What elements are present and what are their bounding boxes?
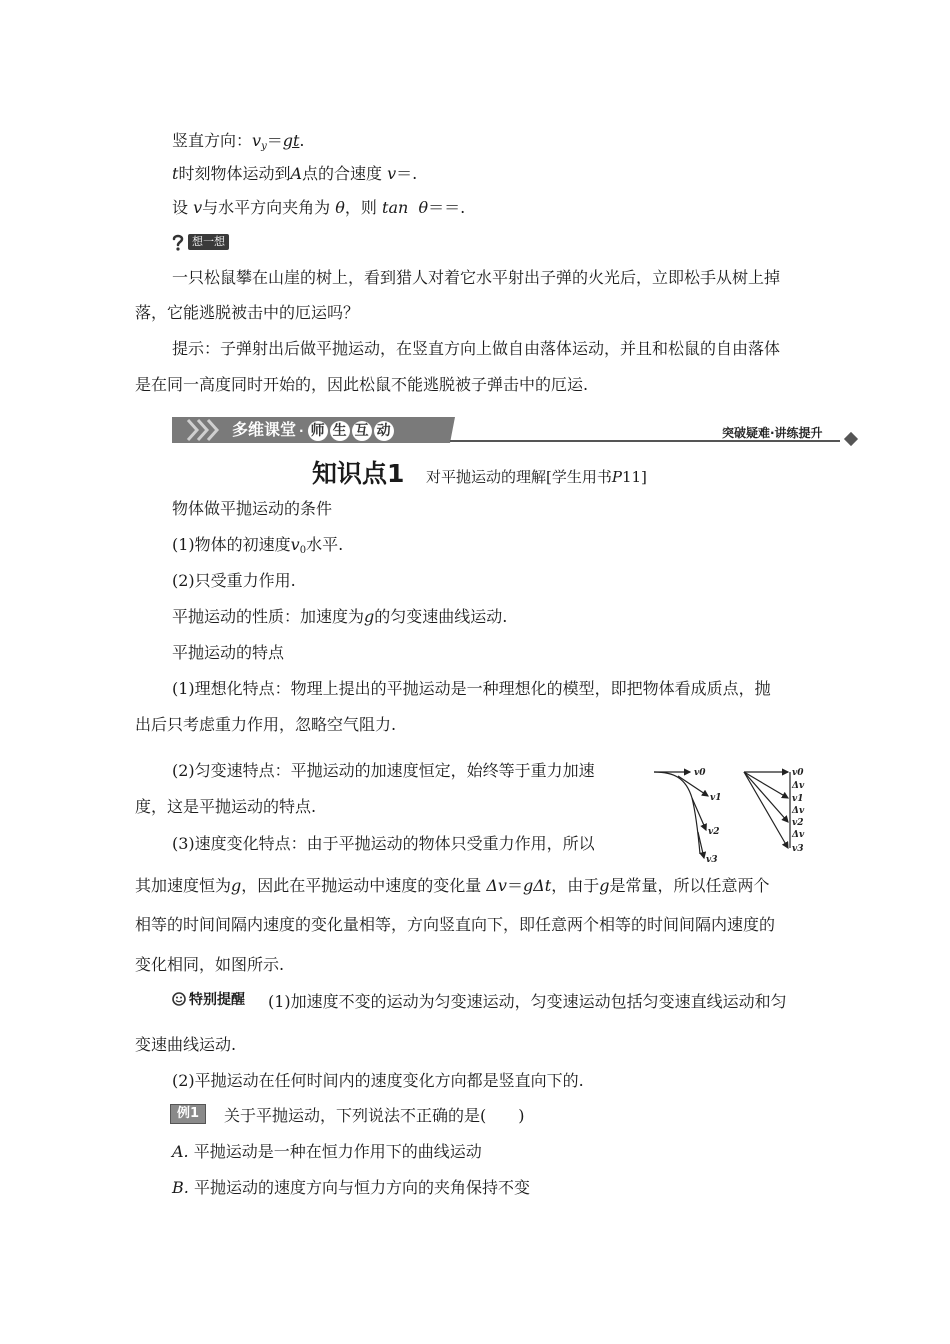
tan: tan — [382, 198, 409, 217]
option-a[interactable] — [172, 1142, 482, 1162]
think-question-line-2: 落，它能逃脱被击中的厄运吗？ — [135, 303, 360, 322]
text: 平抛运动的性质：加速度为 — [172, 607, 365, 626]
banner-rule — [450, 440, 840, 442]
option-text: 平抛运动的速度方向与恒力方向的夹角保持不变 — [193, 1178, 530, 1197]
text: 与水平方向夹角为 — [202, 198, 331, 217]
body-line: 出后只考虑重力作用，忽略空气阻力. — [135, 715, 397, 734]
subscript: 0 — [299, 545, 307, 556]
symbol-theta: θ — [418, 198, 429, 217]
example-question: 关于平抛运动，下列说法不正确的是( ) — [224, 1106, 525, 1125]
resultant-velocity-line — [172, 164, 417, 184]
text: ＝. — [396, 164, 418, 183]
fig-label: v2 — [792, 818, 804, 828]
fig-label: v1 — [792, 794, 804, 804]
think-hint-line-2: 是在同一高度同时开始的，因此松鼠不能逃脱被子弹击中的厄运. — [135, 375, 589, 394]
think-tag — [170, 233, 229, 251]
banner-subtitle: 突破疑难·讲练提升 — [722, 426, 823, 440]
body-line: 物体做平抛运动的条件 — [172, 499, 333, 518]
body-line: 变化相同，如图所示. — [135, 955, 285, 974]
body-line — [135, 876, 770, 896]
fig-label: v0 — [694, 768, 706, 778]
note-line: 变速曲线运动. — [135, 1035, 237, 1054]
question-mark-icon — [170, 233, 186, 251]
body-line: 度，这是平抛运动的特点. — [135, 797, 317, 816]
banner-dot: · — [299, 424, 304, 438]
vertical-direction-line — [172, 131, 305, 157]
fig-label: Δv — [792, 781, 805, 791]
banner-char: 互 — [352, 421, 372, 441]
think-question-line-1: 一只松鼠攀在山崖的树上，看到猎人对着它水平射出子弹的火光后，立即松手从树上掉 — [172, 268, 781, 287]
symbol-t: t — [172, 164, 179, 183]
text: 时刻物体运动到 — [178, 164, 291, 183]
text: 水平. — [306, 535, 344, 554]
body-line: (3)速度变化特点：由于平抛运动的物体只受重力作用，所以 — [172, 834, 595, 853]
banner-char: 师 — [308, 421, 328, 441]
formula-gt: gt — [282, 131, 300, 150]
option-text: 平抛运动是一种在恒力作用下的曲线运动 — [193, 1142, 482, 1161]
page-p: P — [611, 468, 622, 486]
smiley-icon — [172, 992, 186, 1006]
text: (1)物体的初速度 — [172, 535, 291, 554]
symbol-g: g — [364, 607, 375, 626]
trajectory-figure — [652, 762, 734, 866]
delta-t: Δt — [533, 876, 552, 895]
symbol-g: g — [599, 876, 610, 895]
diamond-icon — [844, 432, 858, 446]
knowledge-point-subtitle — [426, 467, 647, 487]
text: ＝＝. — [428, 198, 466, 217]
symbol-v: v — [193, 198, 203, 217]
fig-label: v3 — [792, 844, 804, 854]
body-line: (2)只受重力作用. — [172, 571, 296, 590]
banner-char: 生 — [330, 421, 350, 441]
symbol-g: g — [231, 876, 242, 895]
subscript: y — [261, 141, 267, 152]
body-line — [172, 607, 507, 627]
symbol-v: v — [252, 131, 262, 150]
symbol-theta: θ — [335, 198, 345, 217]
think-hint-line-1: 提示：子弹射出后做平抛运动，在竖直方向上做自由落体运动，并且和松鼠的自由落体 — [172, 339, 781, 358]
text: 对平抛运动的理解[学生用书 — [426, 468, 612, 486]
angle-line — [172, 198, 465, 218]
symbol-v: v — [387, 164, 397, 183]
body-line — [172, 535, 343, 561]
fig-label: Δv — [792, 830, 805, 840]
body-line: (1)理想化特点：物理上提出的平抛运动是一种理想化的模型，即把物体看成质点，抛 — [172, 679, 771, 698]
knowledge-point-heading: 知识点1 — [312, 459, 405, 488]
note-line: (1)加速度不变的运动为匀变速运动，匀变速运动包括匀变速直线运动和匀 — [268, 992, 787, 1011]
special-note-label: 特别提醒 — [189, 992, 245, 1008]
velocity-vector-figure — [740, 762, 810, 858]
text: . — [299, 131, 305, 150]
text: 竖直方向： — [172, 131, 253, 150]
text: 设 — [172, 198, 189, 217]
delta-v: Δv — [486, 876, 507, 895]
fig-label: Δv — [792, 806, 805, 816]
text: 点的合速度 — [302, 164, 383, 183]
body-line: 相等的时间间隔内速度的变化量相等，方向竖直向下，即任意两个相等的时间间隔内速度的 — [135, 915, 776, 934]
fig-label: v3 — [706, 855, 718, 865]
fig-label: v2 — [708, 827, 720, 837]
text: ，因此在平抛运动中速度的变化量 — [241, 876, 482, 895]
banner-title-text: 多维课堂 — [232, 420, 297, 439]
symbol-v: v — [290, 535, 300, 554]
text: 是常量，所以任意两个 — [609, 876, 770, 895]
think-label: 想一想 — [188, 234, 229, 250]
fig-label: v1 — [710, 793, 722, 803]
option-b[interactable] — [172, 1178, 530, 1198]
option-letter: A. — [172, 1142, 189, 1161]
text: ，由于 — [551, 876, 600, 895]
text: ＝ — [506, 876, 523, 895]
symbol-g: g — [522, 876, 534, 895]
text: 的匀变速曲线运动. — [374, 607, 508, 626]
text: 其加速度恒为 — [135, 876, 232, 895]
banner-char: 动 — [374, 421, 394, 441]
fig-label: v0 — [792, 768, 804, 778]
option-letter: B. — [172, 1178, 189, 1197]
note-line: (2)平抛运动在任何时间内的速度变化方向都是竖直向下的. — [172, 1071, 584, 1090]
body-line: 平抛运动的特点 — [172, 643, 285, 662]
banner-title — [232, 419, 395, 442]
symbol-A: A — [290, 164, 303, 183]
text: ＝ — [266, 131, 283, 150]
body-line: (2)匀变速特点：平抛运动的加速度恒定，始终等于重力加速 — [172, 761, 595, 780]
text: ，则 — [344, 198, 377, 217]
text: 11] — [621, 468, 647, 486]
example-tag: 例1 — [170, 1104, 206, 1124]
